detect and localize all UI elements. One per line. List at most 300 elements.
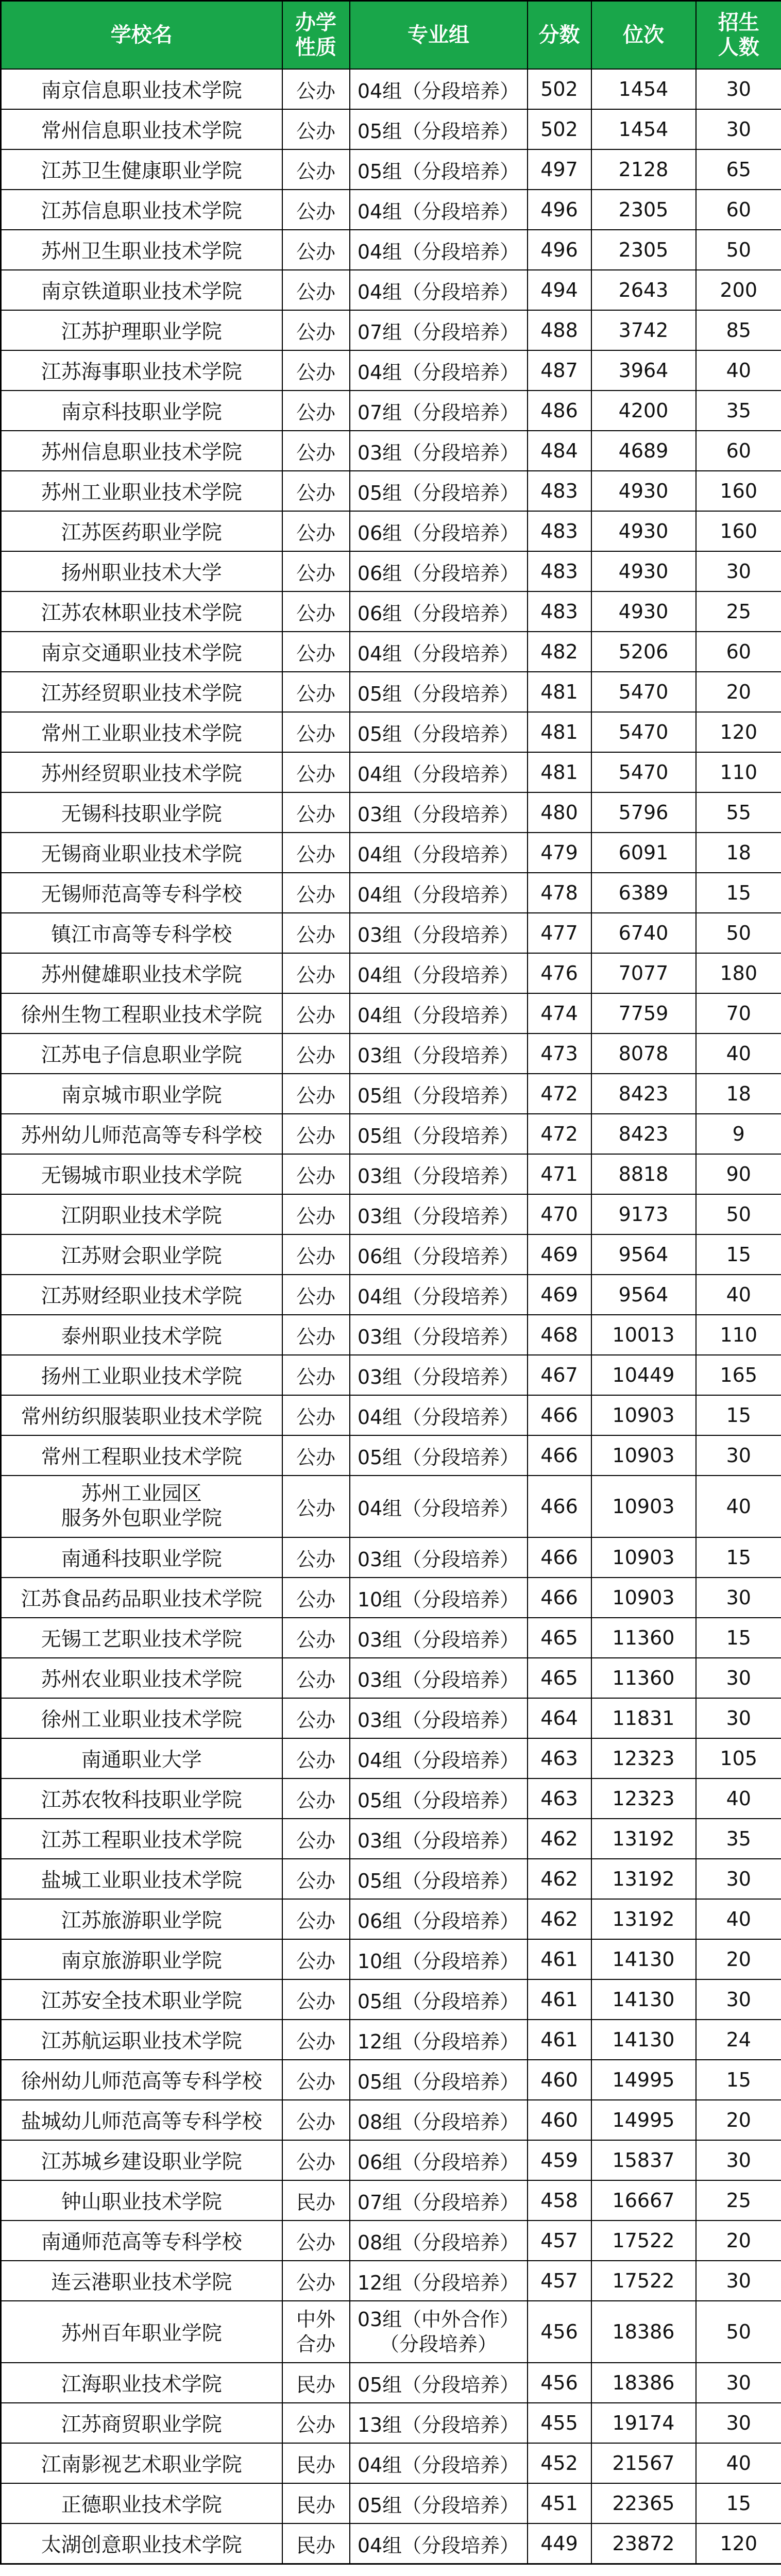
cell-rank: 5470 xyxy=(591,752,696,792)
cell-group: 04组（分段培养） xyxy=(350,350,528,391)
table-row xyxy=(1,2140,781,2180)
cell-score: 473 xyxy=(528,1033,591,1074)
cell-rank: 13192 xyxy=(591,1819,696,1859)
cell-score: 469 xyxy=(528,1234,591,1275)
cell-score: 449 xyxy=(528,2523,591,2564)
table-row xyxy=(1,471,781,511)
cell-score: 457 xyxy=(528,2221,591,2261)
cell-quota: 15 xyxy=(696,1395,781,1435)
table-row xyxy=(1,511,781,551)
cell-nature: 公办 xyxy=(282,873,350,913)
cell-quota: 40 xyxy=(696,1899,781,1939)
table-body xyxy=(1,69,781,2564)
cell-score: 462 xyxy=(528,1899,591,1939)
cell-group: 04组（分段培养） xyxy=(350,632,528,672)
cell-nature: 公办 xyxy=(282,2060,350,2100)
table-row xyxy=(1,1033,781,1074)
cell-school: 南京城市职业学院 xyxy=(1,1074,282,1114)
cell-quota: 30 xyxy=(696,2261,781,2301)
cell-quota: 60 xyxy=(696,632,781,672)
header-nature: 办学 性质 xyxy=(282,1,350,70)
cell-score: 483 xyxy=(528,591,591,632)
cell-nature: 公办 xyxy=(282,712,350,752)
cell-score: 465 xyxy=(528,1658,591,1698)
table-row xyxy=(1,1154,781,1194)
cell-nature: 公办 xyxy=(282,149,350,190)
table-row xyxy=(1,1658,781,1698)
cell-school: 泰州职业技术学院 xyxy=(1,1315,282,1355)
cell-school: 扬州职业技术大学 xyxy=(1,551,282,591)
cell-quota: 200 xyxy=(696,270,781,310)
cell-nature: 公办 xyxy=(282,672,350,712)
cell-quota: 25 xyxy=(696,2180,781,2221)
cell-group: 05组（分段培养） xyxy=(350,1859,528,1899)
cell-score: 463 xyxy=(528,1778,591,1819)
cell-rank: 14130 xyxy=(591,2020,696,2060)
table-row xyxy=(1,190,781,230)
cell-school: 南京旅游职业学院 xyxy=(1,1939,282,1979)
cell-rank: 1454 xyxy=(591,69,696,109)
cell-score: 471 xyxy=(528,1154,591,1194)
table-row xyxy=(1,1537,781,1578)
cell-score: 461 xyxy=(528,1979,591,2020)
cell-rank: 14995 xyxy=(591,2100,696,2140)
cell-nature: 公办 xyxy=(282,1578,350,1618)
cell-nature: 公办 xyxy=(282,1979,350,2020)
cell-quota: 30 xyxy=(696,1435,781,1476)
cell-school: 江苏安全技术职业学院 xyxy=(1,1979,282,2020)
cell-quota: 9 xyxy=(696,1114,781,1154)
cell-school: 扬州工业职业技术学院 xyxy=(1,1355,282,1395)
cell-school: 江苏电子信息职业学院 xyxy=(1,1033,282,1074)
cell-nature: 公办 xyxy=(282,1234,350,1275)
cell-score: 470 xyxy=(528,1194,591,1234)
table-row xyxy=(1,1778,781,1819)
cell-rank: 2305 xyxy=(591,230,696,270)
cell-quota: 110 xyxy=(696,1315,781,1355)
cell-rank: 9173 xyxy=(591,1194,696,1234)
cell-quota: 30 xyxy=(696,1578,781,1618)
cell-group: 10组（分段培养） xyxy=(350,1578,528,1618)
cell-school: 江苏航运职业技术学院 xyxy=(1,2020,282,2060)
cell-school: 南京铁道职业技术学院 xyxy=(1,270,282,310)
cell-rank: 22365 xyxy=(591,2483,696,2523)
cell-group: 06组（分段培养） xyxy=(350,1234,528,1275)
cell-quota: 20 xyxy=(696,2221,781,2261)
cell-group: 04组（分段培养） xyxy=(350,270,528,310)
cell-school: 南通师范高等专科学校 xyxy=(1,2221,282,2261)
cell-school: 无锡科技职业学院 xyxy=(1,792,282,833)
cell-school: 苏州工业职业技术学院 xyxy=(1,471,282,511)
cell-rank: 18386 xyxy=(591,2363,696,2403)
cell-group: 05组（分段培养） xyxy=(350,2060,528,2100)
table-row xyxy=(1,1234,781,1275)
cell-rank: 6740 xyxy=(591,913,696,953)
cell-school: 常州工业职业技术学院 xyxy=(1,712,282,752)
cell-rank: 8818 xyxy=(591,1154,696,1194)
cell-school: 江苏财会职业学院 xyxy=(1,1234,282,1275)
cell-score: 480 xyxy=(528,792,591,833)
cell-nature: 公办 xyxy=(282,1899,350,1939)
cell-group: 06组（分段培养） xyxy=(350,591,528,632)
cell-score: 460 xyxy=(528,2100,591,2140)
cell-score: 461 xyxy=(528,1939,591,1979)
cell-score: 481 xyxy=(528,672,591,712)
header-school: 学校名 xyxy=(1,1,282,70)
cell-rank: 10903 xyxy=(591,1395,696,1435)
cell-rank: 21567 xyxy=(591,2443,696,2483)
cell-nature: 民办 xyxy=(282,2363,350,2403)
cell-rank: 5470 xyxy=(591,712,696,752)
cell-rank: 10903 xyxy=(591,1476,696,1537)
cell-school: 苏州工业园区 服务外包职业学院 xyxy=(1,1476,282,1537)
cell-quota: 30 xyxy=(696,1698,781,1738)
cell-quota: 70 xyxy=(696,993,781,1033)
table-row xyxy=(1,2443,781,2483)
cell-rank: 17522 xyxy=(591,2221,696,2261)
cell-group: 04组（分段培养） xyxy=(350,993,528,1033)
cell-quota: 15 xyxy=(696,2483,781,2523)
cell-group: 05组（分段培养） xyxy=(350,1778,528,1819)
cell-group: 10组（分段培养） xyxy=(350,1939,528,1979)
table-header-row xyxy=(1,1,781,70)
cell-score: 481 xyxy=(528,712,591,752)
table-row xyxy=(1,632,781,672)
cell-quota: 160 xyxy=(696,471,781,511)
cell-rank: 17522 xyxy=(591,2261,696,2301)
cell-nature: 公办 xyxy=(282,913,350,953)
table-row xyxy=(1,913,781,953)
cell-group: 05组（分段培养） xyxy=(350,2363,528,2403)
cell-school: 苏州经贸职业技术学院 xyxy=(1,752,282,792)
table-row xyxy=(1,1315,781,1355)
table-row xyxy=(1,1476,781,1537)
cell-score: 466 xyxy=(528,1476,591,1537)
cell-school: 连云港职业技术学院 xyxy=(1,2261,282,2301)
header-score: 分数 xyxy=(528,1,591,70)
cell-nature: 公办 xyxy=(282,1315,350,1355)
cell-rank: 7077 xyxy=(591,953,696,993)
cell-quota: 50 xyxy=(696,230,781,270)
cell-nature: 公办 xyxy=(282,1033,350,1074)
cell-quota: 40 xyxy=(696,350,781,391)
cell-quota: 25 xyxy=(696,591,781,632)
cell-quota: 105 xyxy=(696,1738,781,1778)
cell-nature: 公办 xyxy=(282,190,350,230)
cell-quota: 55 xyxy=(696,792,781,833)
cell-quota: 24 xyxy=(696,2020,781,2060)
cell-score: 497 xyxy=(528,149,591,190)
cell-group: 03组（分段培养） xyxy=(350,1033,528,1074)
cell-group: 05组（分段培养） xyxy=(350,672,528,712)
cell-nature: 公办 xyxy=(282,109,350,149)
cell-quota: 18 xyxy=(696,1074,781,1114)
cell-score: 502 xyxy=(528,69,591,109)
cell-rank: 14130 xyxy=(591,1979,696,2020)
cell-school: 江海职业技术学院 xyxy=(1,2363,282,2403)
cell-quota: 30 xyxy=(696,2403,781,2443)
cell-rank: 4930 xyxy=(591,471,696,511)
cell-school: 江阴职业技术学院 xyxy=(1,1194,282,1234)
cell-group: 08组（分段培养） xyxy=(350,2100,528,2140)
table-row xyxy=(1,2020,781,2060)
cell-school: 无锡工艺职业技术学院 xyxy=(1,1618,282,1658)
cell-nature: 公办 xyxy=(282,2221,350,2261)
cell-rank: 10903 xyxy=(591,1578,696,1618)
cell-group: 03组（分段培养） xyxy=(350,1658,528,1698)
cell-group: 05组（分段培养） xyxy=(350,1435,528,1476)
cell-rank: 4930 xyxy=(591,551,696,591)
cell-group: 07组（分段培养） xyxy=(350,391,528,431)
table-row xyxy=(1,2100,781,2140)
cell-school: 南京交通职业技术学院 xyxy=(1,632,282,672)
cell-score: 472 xyxy=(528,1074,591,1114)
cell-quota: 30 xyxy=(696,1979,781,2020)
table-row xyxy=(1,752,781,792)
cell-quota: 40 xyxy=(696,1476,781,1537)
table-row xyxy=(1,1074,781,1114)
table-row xyxy=(1,1939,781,1979)
cell-group: 03组（分段培养） xyxy=(350,1537,528,1578)
cell-quota: 180 xyxy=(696,953,781,993)
cell-nature: 公办 xyxy=(282,752,350,792)
cell-group: 05组（分段培养） xyxy=(350,712,528,752)
cell-nature: 公办 xyxy=(282,310,350,350)
cell-rank: 10013 xyxy=(591,1315,696,1355)
cell-rank: 19174 xyxy=(591,2403,696,2443)
cell-rank: 8423 xyxy=(591,1114,696,1154)
cell-score: 477 xyxy=(528,913,591,953)
table-row xyxy=(1,1395,781,1435)
cell-nature: 公办 xyxy=(282,1476,350,1537)
cell-group: 06组（分段培养） xyxy=(350,2140,528,2180)
cell-score: 462 xyxy=(528,1819,591,1859)
cell-score: 462 xyxy=(528,1859,591,1899)
cell-rank: 2128 xyxy=(591,149,696,190)
cell-school: 江苏食品药品职业技术学院 xyxy=(1,1578,282,1618)
table-row xyxy=(1,953,781,993)
cell-school: 南通科技职业学院 xyxy=(1,1537,282,1578)
cell-group: 12组（分段培养） xyxy=(350,2261,528,2301)
cell-nature: 公办 xyxy=(282,1154,350,1194)
cell-group: 06组（分段培养） xyxy=(350,511,528,551)
cell-nature: 公办 xyxy=(282,2140,350,2180)
cell-group: 06组（分段培养） xyxy=(350,551,528,591)
cell-nature: 公办 xyxy=(282,1395,350,1435)
cell-score: 465 xyxy=(528,1618,591,1658)
cell-quota: 18 xyxy=(696,833,781,873)
cell-rank: 9564 xyxy=(591,1275,696,1315)
table-row xyxy=(1,109,781,149)
table-row xyxy=(1,2403,781,2443)
cell-nature: 公办 xyxy=(282,1618,350,1658)
cell-group: 06组（分段培养） xyxy=(350,1899,528,1939)
cell-quota: 40 xyxy=(696,1778,781,1819)
cell-rank: 11360 xyxy=(591,1618,696,1658)
cell-nature: 公办 xyxy=(282,792,350,833)
header-quota: 招生 人数 xyxy=(696,1,781,70)
table-row xyxy=(1,2221,781,2261)
cell-rank: 18386 xyxy=(591,2301,696,2363)
cell-group: 04组（分段培养） xyxy=(350,873,528,913)
cell-score: 484 xyxy=(528,431,591,471)
cell-quota: 40 xyxy=(696,1275,781,1315)
cell-rank: 10903 xyxy=(591,1537,696,1578)
table-row xyxy=(1,672,781,712)
cell-quota: 165 xyxy=(696,1355,781,1395)
cell-school: 江苏经贸职业技术学院 xyxy=(1,672,282,712)
cell-score: 452 xyxy=(528,2443,591,2483)
cell-group: 04组（分段培养） xyxy=(350,230,528,270)
cell-nature: 民办 xyxy=(282,2443,350,2483)
cell-score: 474 xyxy=(528,993,591,1033)
table-row xyxy=(1,1738,781,1778)
table-row xyxy=(1,310,781,350)
cell-score: 483 xyxy=(528,551,591,591)
table-row xyxy=(1,1114,781,1154)
cell-score: 496 xyxy=(528,230,591,270)
cell-nature: 公办 xyxy=(282,1275,350,1315)
cell-nature: 公办 xyxy=(282,833,350,873)
cell-rank: 8423 xyxy=(591,1074,696,1114)
cell-school: 钟山职业技术学院 xyxy=(1,2180,282,2221)
cell-group: 03组（分段培养） xyxy=(350,431,528,471)
cell-school: 江苏旅游职业学院 xyxy=(1,1899,282,1939)
cell-quota: 35 xyxy=(696,391,781,431)
cell-quota: 50 xyxy=(696,913,781,953)
cell-quota: 30 xyxy=(696,2363,781,2403)
cell-school: 南京信息职业技术学院 xyxy=(1,69,282,109)
cell-school: 常州工程职业技术学院 xyxy=(1,1435,282,1476)
cell-group: 05组（分段培养） xyxy=(350,149,528,190)
cell-rank: 4200 xyxy=(591,391,696,431)
cell-group: 04组（分段培养） xyxy=(350,69,528,109)
cell-group: 04组（分段培养） xyxy=(350,1395,528,1435)
cell-group: 04组（分段培养） xyxy=(350,190,528,230)
cell-score: 486 xyxy=(528,391,591,431)
header-group: 专业组 xyxy=(350,1,528,70)
cell-nature: 公办 xyxy=(282,431,350,471)
cell-school: 徐州工业职业技术学院 xyxy=(1,1698,282,1738)
cell-nature: 公办 xyxy=(282,993,350,1033)
cell-score: 481 xyxy=(528,752,591,792)
table-row xyxy=(1,2060,781,2100)
cell-quota: 40 xyxy=(696,2443,781,2483)
cell-rank: 9564 xyxy=(591,1234,696,1275)
table-row xyxy=(1,1355,781,1395)
table-row xyxy=(1,1819,781,1859)
cell-group: 04组（分段培养） xyxy=(350,833,528,873)
table-row xyxy=(1,69,781,109)
cell-group: 04组（分段培养） xyxy=(350,752,528,792)
cell-nature: 公办 xyxy=(282,953,350,993)
cell-group: 07组（分段培养） xyxy=(350,2180,528,2221)
cell-school: 盐城幼儿师范高等专科学校 xyxy=(1,2100,282,2140)
cell-group: 03组（分段培养） xyxy=(350,913,528,953)
cell-rank: 2643 xyxy=(591,270,696,310)
cell-score: 496 xyxy=(528,190,591,230)
cell-rank: 14995 xyxy=(591,2060,696,2100)
cell-score: 482 xyxy=(528,632,591,672)
cell-quota: 120 xyxy=(696,2523,781,2564)
cell-nature: 公办 xyxy=(282,632,350,672)
cell-rank: 5206 xyxy=(591,632,696,672)
cell-quota: 15 xyxy=(696,1234,781,1275)
table-row xyxy=(1,2483,781,2523)
cell-rank: 7759 xyxy=(591,993,696,1033)
cell-group: 05组（分段培养） xyxy=(350,2483,528,2523)
cell-school: 太湖创意职业技术学院 xyxy=(1,2523,282,2564)
cell-score: 459 xyxy=(528,2140,591,2180)
cell-nature: 公办 xyxy=(282,1194,350,1234)
table-row xyxy=(1,1194,781,1234)
cell-group: 08组（分段培养） xyxy=(350,2221,528,2261)
cell-group: 04组（分段培养） xyxy=(350,1476,528,1537)
cell-quota: 60 xyxy=(696,190,781,230)
cell-score: 494 xyxy=(528,270,591,310)
cell-quota: 90 xyxy=(696,1154,781,1194)
table-row xyxy=(1,1859,781,1899)
cell-quota: 20 xyxy=(696,672,781,712)
cell-rank: 10903 xyxy=(591,1435,696,1476)
cell-score: 455 xyxy=(528,2403,591,2443)
cell-nature: 公办 xyxy=(282,1698,350,1738)
cell-rank: 11360 xyxy=(591,1658,696,1698)
cell-score: 469 xyxy=(528,1275,591,1315)
cell-rank: 13192 xyxy=(591,1859,696,1899)
cell-score: 466 xyxy=(528,1578,591,1618)
cell-nature: 公办 xyxy=(282,1939,350,1979)
cell-score: 456 xyxy=(528,2301,591,2363)
cell-school: 江苏工程职业技术学院 xyxy=(1,1819,282,1859)
cell-rank: 5796 xyxy=(591,792,696,833)
cell-school: 江苏卫生健康职业学院 xyxy=(1,149,282,190)
cell-group: 03组（分段培养） xyxy=(350,1355,528,1395)
cell-rank: 6389 xyxy=(591,873,696,913)
cell-group: 05组（分段培养） xyxy=(350,1979,528,2020)
cell-group: 03组（分段培养） xyxy=(350,1194,528,1234)
cell-quota: 15 xyxy=(696,2060,781,2100)
cell-rank: 1454 xyxy=(591,109,696,149)
cell-quota: 160 xyxy=(696,511,781,551)
cell-score: 457 xyxy=(528,2261,591,2301)
cell-quota: 30 xyxy=(696,551,781,591)
cell-school: 无锡师范高等专科学校 xyxy=(1,873,282,913)
cell-nature: 公办 xyxy=(282,230,350,270)
table-row xyxy=(1,1275,781,1315)
cell-group: 03组（中外合作） （分段培养） xyxy=(350,2301,528,2363)
table-row xyxy=(1,792,781,833)
cell-rank: 12323 xyxy=(591,1778,696,1819)
table-row xyxy=(1,350,781,391)
cell-quota: 35 xyxy=(696,1819,781,1859)
cell-rank: 16667 xyxy=(591,2180,696,2221)
cell-quota: 50 xyxy=(696,1194,781,1234)
table-row xyxy=(1,1979,781,2020)
cell-school: 常州纺织服装职业技术学院 xyxy=(1,1395,282,1435)
cell-group: 13组（分段培养） xyxy=(350,2403,528,2443)
cell-nature: 公办 xyxy=(282,1114,350,1154)
cell-school: 无锡商业职业技术学院 xyxy=(1,833,282,873)
cell-quota: 50 xyxy=(696,2301,781,2363)
cell-score: 483 xyxy=(528,511,591,551)
cell-rank: 4689 xyxy=(591,431,696,471)
cell-nature: 民办 xyxy=(282,2180,350,2221)
table-row xyxy=(1,149,781,190)
cell-rank: 4930 xyxy=(591,591,696,632)
cell-nature: 公办 xyxy=(282,350,350,391)
cell-rank: 11831 xyxy=(591,1698,696,1738)
